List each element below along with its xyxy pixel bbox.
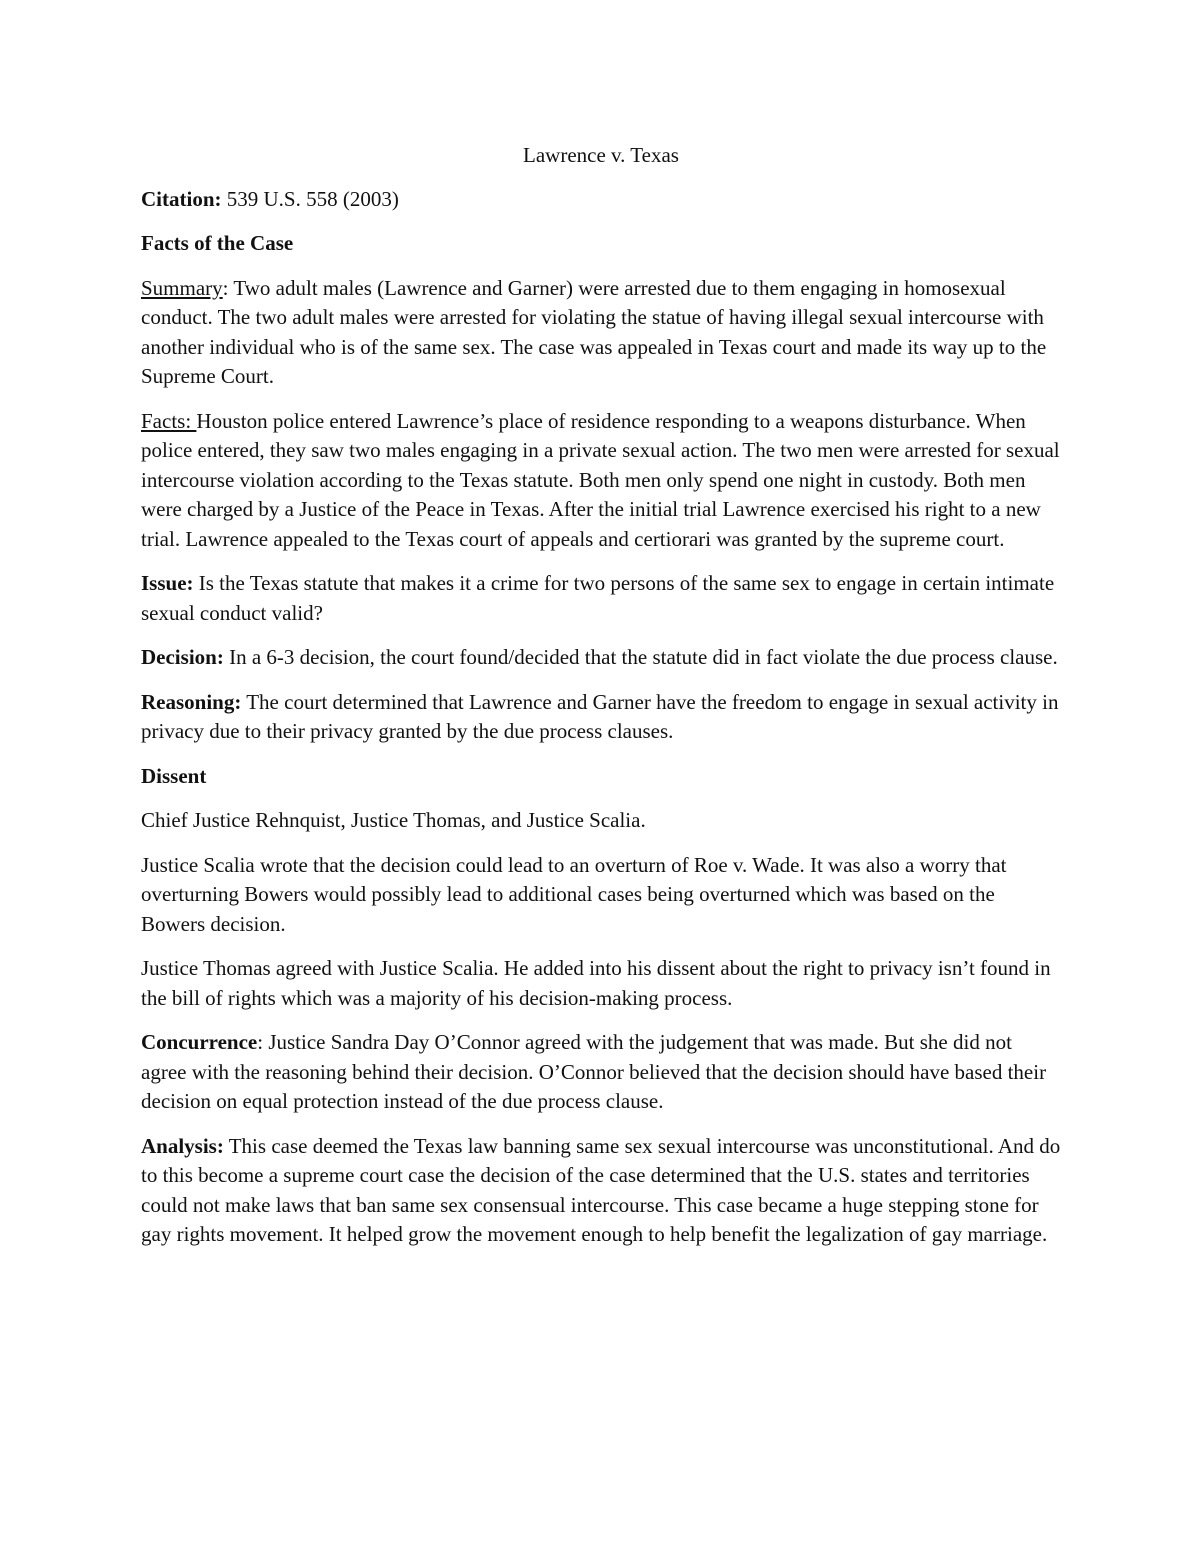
issue-paragraph xyxy=(141,569,1061,628)
analysis-label: Analysis: xyxy=(141,1133,224,1158)
dissent-thomas-paragraph: Justice Thomas agreed with Justice Scalia. He added into his dissent about the right to privacy isn’t found in the bill of rights which was a majority of his decision-making process. xyxy=(141,956,1051,1010)
citation-label: Citation: xyxy=(141,186,222,211)
issue-text: Is the Texas statute that makes it a crime for two persons of the same sex to engage in certain intimate sexual conduct valid? xyxy=(141,571,1055,625)
dissent-justices-paragraph: Chief Justice Rehnquist, Justice Thomas, and Justice Scalia. xyxy=(141,808,646,832)
reasoning-label: Reasoning: xyxy=(141,689,242,714)
analysis-paragraph xyxy=(141,1132,1061,1250)
facts-label: Facts: xyxy=(141,408,197,433)
facts-text: Houston police entered Lawrence’s place of residence responding to a weapons disturbance. When police entered, they saw two males engaging in a private sexual action. The two men were arrested for sexual intercourse violation according to the Texas statute. Both men only spend one night in custody. Both men were charged by a Justice of the Peace in Texas. After the initial trial Lawrence exercised his right to a new trial. Lawrence appealed to the Texas court of appeals and certiorari was granted by the supreme court. xyxy=(141,408,1060,551)
document-page xyxy=(141,141,1061,1265)
dissent-heading: Dissent xyxy=(141,763,207,788)
concurrence-label: Concurrence xyxy=(141,1030,258,1054)
concurrence-paragraph xyxy=(141,1028,1061,1117)
facts-paragraph xyxy=(141,407,1061,555)
summary-text: Two adult males (Lawrence and Garner) were arrested due to them engaging in homosexual conduct. The two adult males were arrested for violating the statue of having illegal sexual intercourse with another individual who is of the same sex. The case was appealed in Texas court and made its way up to the Supreme Court. xyxy=(141,275,1047,388)
concurrence-text: : Justice Sandra Day O’Connor agreed with the judgement that was made. But she did not agree with the reasoning behind their decision. O’Connor believed that the decision should have based their decision on equal protection instead of the due process clause. xyxy=(141,1030,1047,1113)
reasoning-paragraph xyxy=(141,688,1061,747)
decision-paragraph xyxy=(141,643,1061,673)
issue-label: Issue: xyxy=(141,571,194,595)
summary-paragraph xyxy=(141,274,1061,392)
citation-text: 539 U.S. 558 (2003) xyxy=(221,186,399,211)
dissent-scalia-paragraph: Justice Scalia wrote that the decision could lead to an overturn of Roe v. Wade. It was also a worry that overturning Bowers would possibly lead to additional cases being overturned which was based on the Bowers decision. xyxy=(141,852,1007,936)
facts-heading: Facts of the Case xyxy=(141,231,294,255)
decision-label: Decision: xyxy=(141,645,224,669)
decision-text: In a 6-3 decision, the court found/decided that the statute did in fact violate the due process clause. xyxy=(223,645,1058,669)
summary-label: Summary xyxy=(141,275,223,300)
analysis-text: This case deemed the Texas law banning same sex sexual intercourse was unconstitutional. And do to this become a supreme court case the decision of the case determined that the U.S. states and territories could not make laws that ban same sex consensual intercourse. This case became a huge stepping stone for gay rights movement. It helped grow the movement enough to help benefit the legalization of gay marriage. xyxy=(141,1133,1061,1246)
reasoning-text: The court determined that Lawrence and Garner have the freedom to engage in sexual activity in privacy due to their privacy granted by the due process clauses. xyxy=(141,689,1059,743)
summary-sep: : xyxy=(222,275,229,300)
citation-paragraph xyxy=(141,185,1061,215)
document-title: Lawrence v. Texas xyxy=(523,143,679,167)
